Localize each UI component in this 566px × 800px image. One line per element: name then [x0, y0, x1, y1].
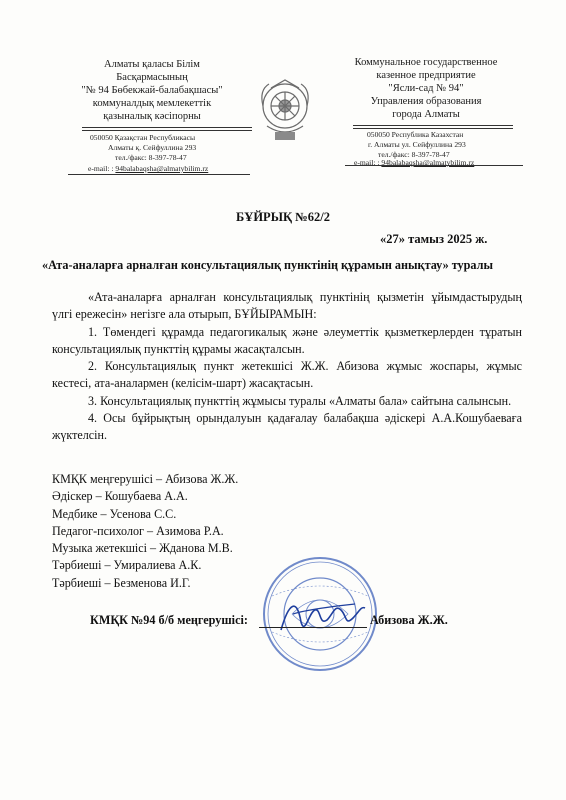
left-address-line3: тел./факс: 8-397-78-47 — [115, 153, 187, 162]
right-address-line3: тел./факс: 8-397-78-47 — [378, 150, 450, 159]
header-left-bottom-rule — [68, 174, 250, 175]
signature-name: Абизова Ж.Ж. — [370, 613, 448, 627]
body-paragraph: 4. Осы бұйрықтың орындалуын қадағалау балабақша әдіскері А.А.Кошубаевағa жүктелсін. — [52, 411, 522, 443]
header-left-line: "№ 94 Бөбекжай-балабақшасы" — [81, 85, 223, 96]
document-title: БҰЙРЫҚ №62/2 — [236, 210, 330, 224]
right-address-line2: г. Алматы ул. Сейфуллина 293 — [368, 140, 466, 149]
right-email — [354, 158, 474, 168]
staff-item: КМҚК меңгерушісі – Абизова Ж.Ж. — [52, 472, 239, 486]
staff-item: Медбике – Усенова С.С. — [52, 506, 177, 521]
header-left-line: қазыналық кәсіпорны — [103, 111, 201, 122]
document-body — [52, 289, 522, 445]
header-left-org — [62, 58, 242, 123]
staff-item: Тәрбиеші – Умиралиева А.К. — [52, 558, 202, 573]
body-paragraph: 2. Консультациялық пункт жетекшісі Ж.Ж. Абизова жұмыс жоспары, жұмыс кестесі, ата-аналармен (келісім-шарт) жасақтасын. — [52, 359, 522, 391]
staff-item: Әдіскер – Кошубаева А.А. — [52, 489, 188, 504]
signature-line — [259, 627, 367, 628]
right-email-label: e-mail: : — [354, 158, 380, 167]
document-subject: «Ата-аналарға арналған консультациялық пунктінің құрамын анықтау» туралы — [42, 258, 493, 272]
body-paragraph: «Ата-аналарға арналған консультациялық пунктінің қызметін ұйымдастырудың үлгі ережесін» негізге ала отырып, БҰЙЫРАМЫН: — [52, 290, 522, 322]
left-address-line2: Алматы қ. Сейфуллина 293 — [108, 143, 197, 152]
body-paragraph: 1. Төмендегі құрамда педагогикалық және әлеуметтік қызметкерлерден тұратын консультациялық пункттің құрамы жасақталсын. — [52, 324, 522, 356]
signature-icon — [275, 592, 370, 642]
body-paragraph: 3. Консультациялық пункттің жұмысы туралы «Алматы бала» сайтына салынсын. — [88, 393, 512, 408]
header-right-line: города Алматы — [392, 109, 460, 120]
header-left-line: Басқармасының — [116, 72, 188, 83]
header-left-line: Алматы қаласы Білім — [104, 59, 200, 70]
right-address-line1: 050050 Республика Казахстан — [367, 130, 464, 139]
header-right-line: казенное предприятие — [376, 70, 476, 81]
left-address-line1: 050050 Қазақстан Республикасы — [90, 133, 196, 142]
left-email-label: e-mail: : — [88, 164, 114, 173]
header-right-rule — [353, 128, 513, 129]
header-right-org — [336, 56, 516, 121]
staff-list — [52, 471, 238, 592]
staff-item: Тәрбиеші – Безменова И.Г. — [52, 575, 191, 590]
header-right-line: "Ясли-сад № 94" — [388, 83, 464, 94]
document-date: «27» тамыз 2025 ж. — [380, 232, 488, 246]
header-left-line: коммуналдық мемлекеттік — [92, 98, 212, 109]
header-right-line: Коммунальное государственное — [354, 57, 498, 68]
header-right-line: Управления образования — [370, 96, 482, 107]
header-right-rule — [353, 125, 513, 126]
signature-title: КМҚК №94 б/б меңгерушісі: — [90, 613, 248, 627]
left-email-link[interactable]: 94balabaqsha@almatybilim.rz — [115, 164, 209, 173]
header-left-rule — [82, 130, 252, 131]
staff-item: Музыка жетекшісі – Жданова М.В. — [52, 541, 233, 556]
staff-item: Педагог-психолог – Азимова Р.А. — [52, 523, 224, 538]
left-email — [88, 164, 208, 174]
state-emblem-icon — [257, 76, 313, 146]
right-email-link[interactable]: 94balabaqsha@almatybilim.rz — [381, 158, 475, 167]
header-left-rule — [82, 127, 252, 128]
